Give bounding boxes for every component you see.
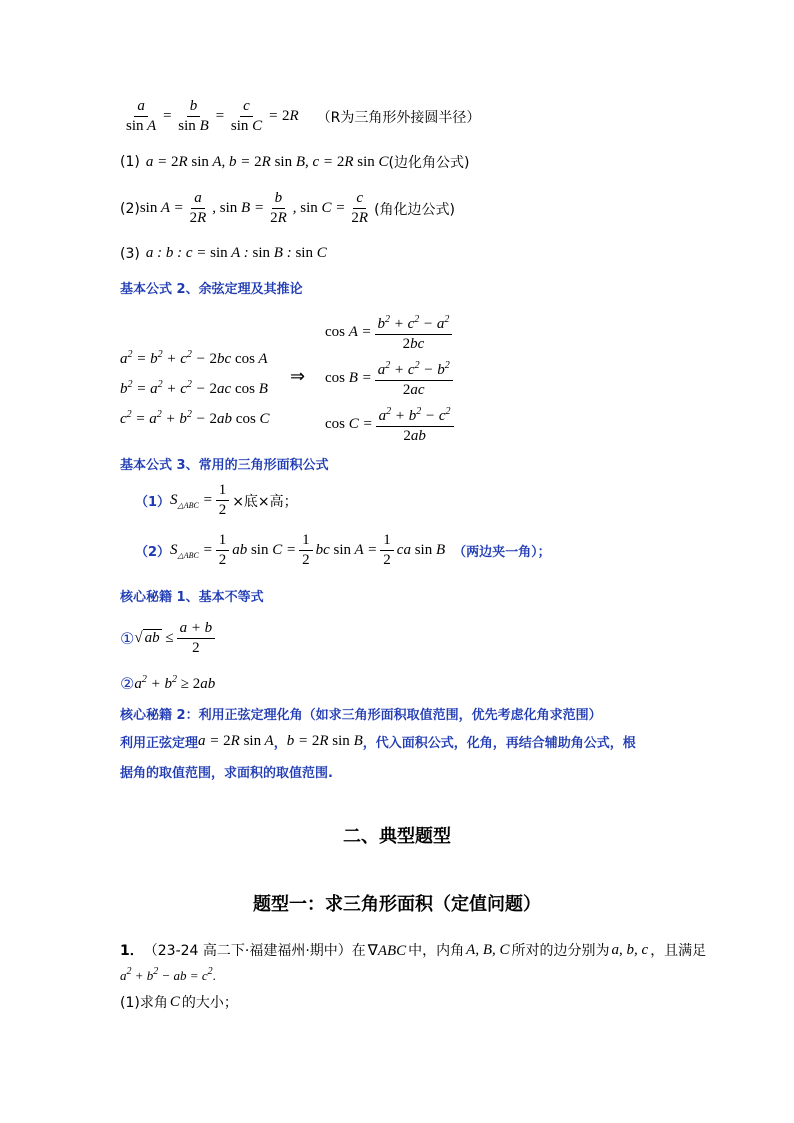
- cosine-law-left: $a^2 = b^2 + c^2 - 2bc$ cos A $b^2 = a^2 + c^2 - 2ac$ cos B $c^2 = a^2 + b^2 - 2ab$ cos C: [120, 349, 270, 427]
- secret1-title: 核心秘籍 1、基本不等式: [120, 590, 264, 605]
- sine-law-item-2: (2) sin A = $\frac{a}{2R}$ , sin B = $\frac{b}{2R}$ , sin C = $\frac{c}{2R}$ (角化边公式): [120, 190, 456, 226]
- problem-1-line2: $a^2 + b^2$ − ab = $c^2$.: [120, 966, 216, 983]
- implies-arrow: ⇒: [290, 366, 306, 386]
- secret2-line2: 据角的取值范围，求面积的取值范围.: [120, 766, 333, 781]
- area-formula-2: （2） $S_{\triangle ABC}$ = $\frac{1}{2}$ ab sin C = $\frac{1}{2}$ bc sin A = $\frac{1}{2}$ ca sin B （两边夹一角）；: [135, 532, 551, 568]
- type-heading: 题型一：求三角形面积（定值问题）: [253, 894, 541, 915]
- sine-law-note: （R为三角形外接圆半径）: [316, 109, 481, 126]
- section-heading: 二、典型题型: [343, 826, 451, 847]
- sine-law-item-1: (1) a = 2R sin A, b = 2R sin B, c = 2R sin C (边化角公式): [120, 153, 470, 171]
- secret2-line1: 利用正弦定理 a = 2R sin A ， b = 2R sin B ，代入面积公式，化角，再结合辅助角公式，根: [120, 733, 636, 751]
- inequality-2: ② $a^2 + b^2 \ge 2ab$: [120, 674, 216, 693]
- secret2-title: 核心秘籍 2：利用正弦定理化角（如求三角形面积取值范围，优先考虑化角求范围）: [120, 708, 602, 723]
- formula3-title: 基本公式 3、常用的三角形面积公式: [120, 458, 329, 473]
- sine-law-item-3: (3) a : b : c = sin A : sin B : sin C: [120, 245, 327, 262]
- area-formula-1: （1） $S_{\triangle ABC}$ = $\frac{1}{2}$ ×底×高；: [135, 482, 298, 518]
- formula2-title: 基本公式 2、余弦定理及其推论: [120, 282, 303, 297]
- problem-1-sub1: (1)求角 C 的大小；: [120, 993, 238, 1011]
- inequality-1: ① √ ab ≤ $\frac{a + b}{2}$: [120, 620, 218, 657]
- sine-law-formula: $\frac{a}{\text{sin A}}$ = $\frac{b}{\text{sin B}}$ = $\frac{c}{\text{sin C}}$ = 2R （R为三角形外接圆半径）: [126, 98, 481, 134]
- problem-1-line1: 1． （23-24 高二下·福建福州·期中） 在 ∇ABC 中，内角 A, B, C 所对的边分别为 a, b, c ，且满足: [120, 941, 707, 959]
- cosine-law-right: cos A = $\frac{b^2 + c^2 - a^2}{2bc}$ cos B = $\frac{a^2 + c^2 - b^2}{2ac}$ cos C = $\frac{a^2 + b^2 - c^2}{2ab}$: [325, 310, 457, 446]
